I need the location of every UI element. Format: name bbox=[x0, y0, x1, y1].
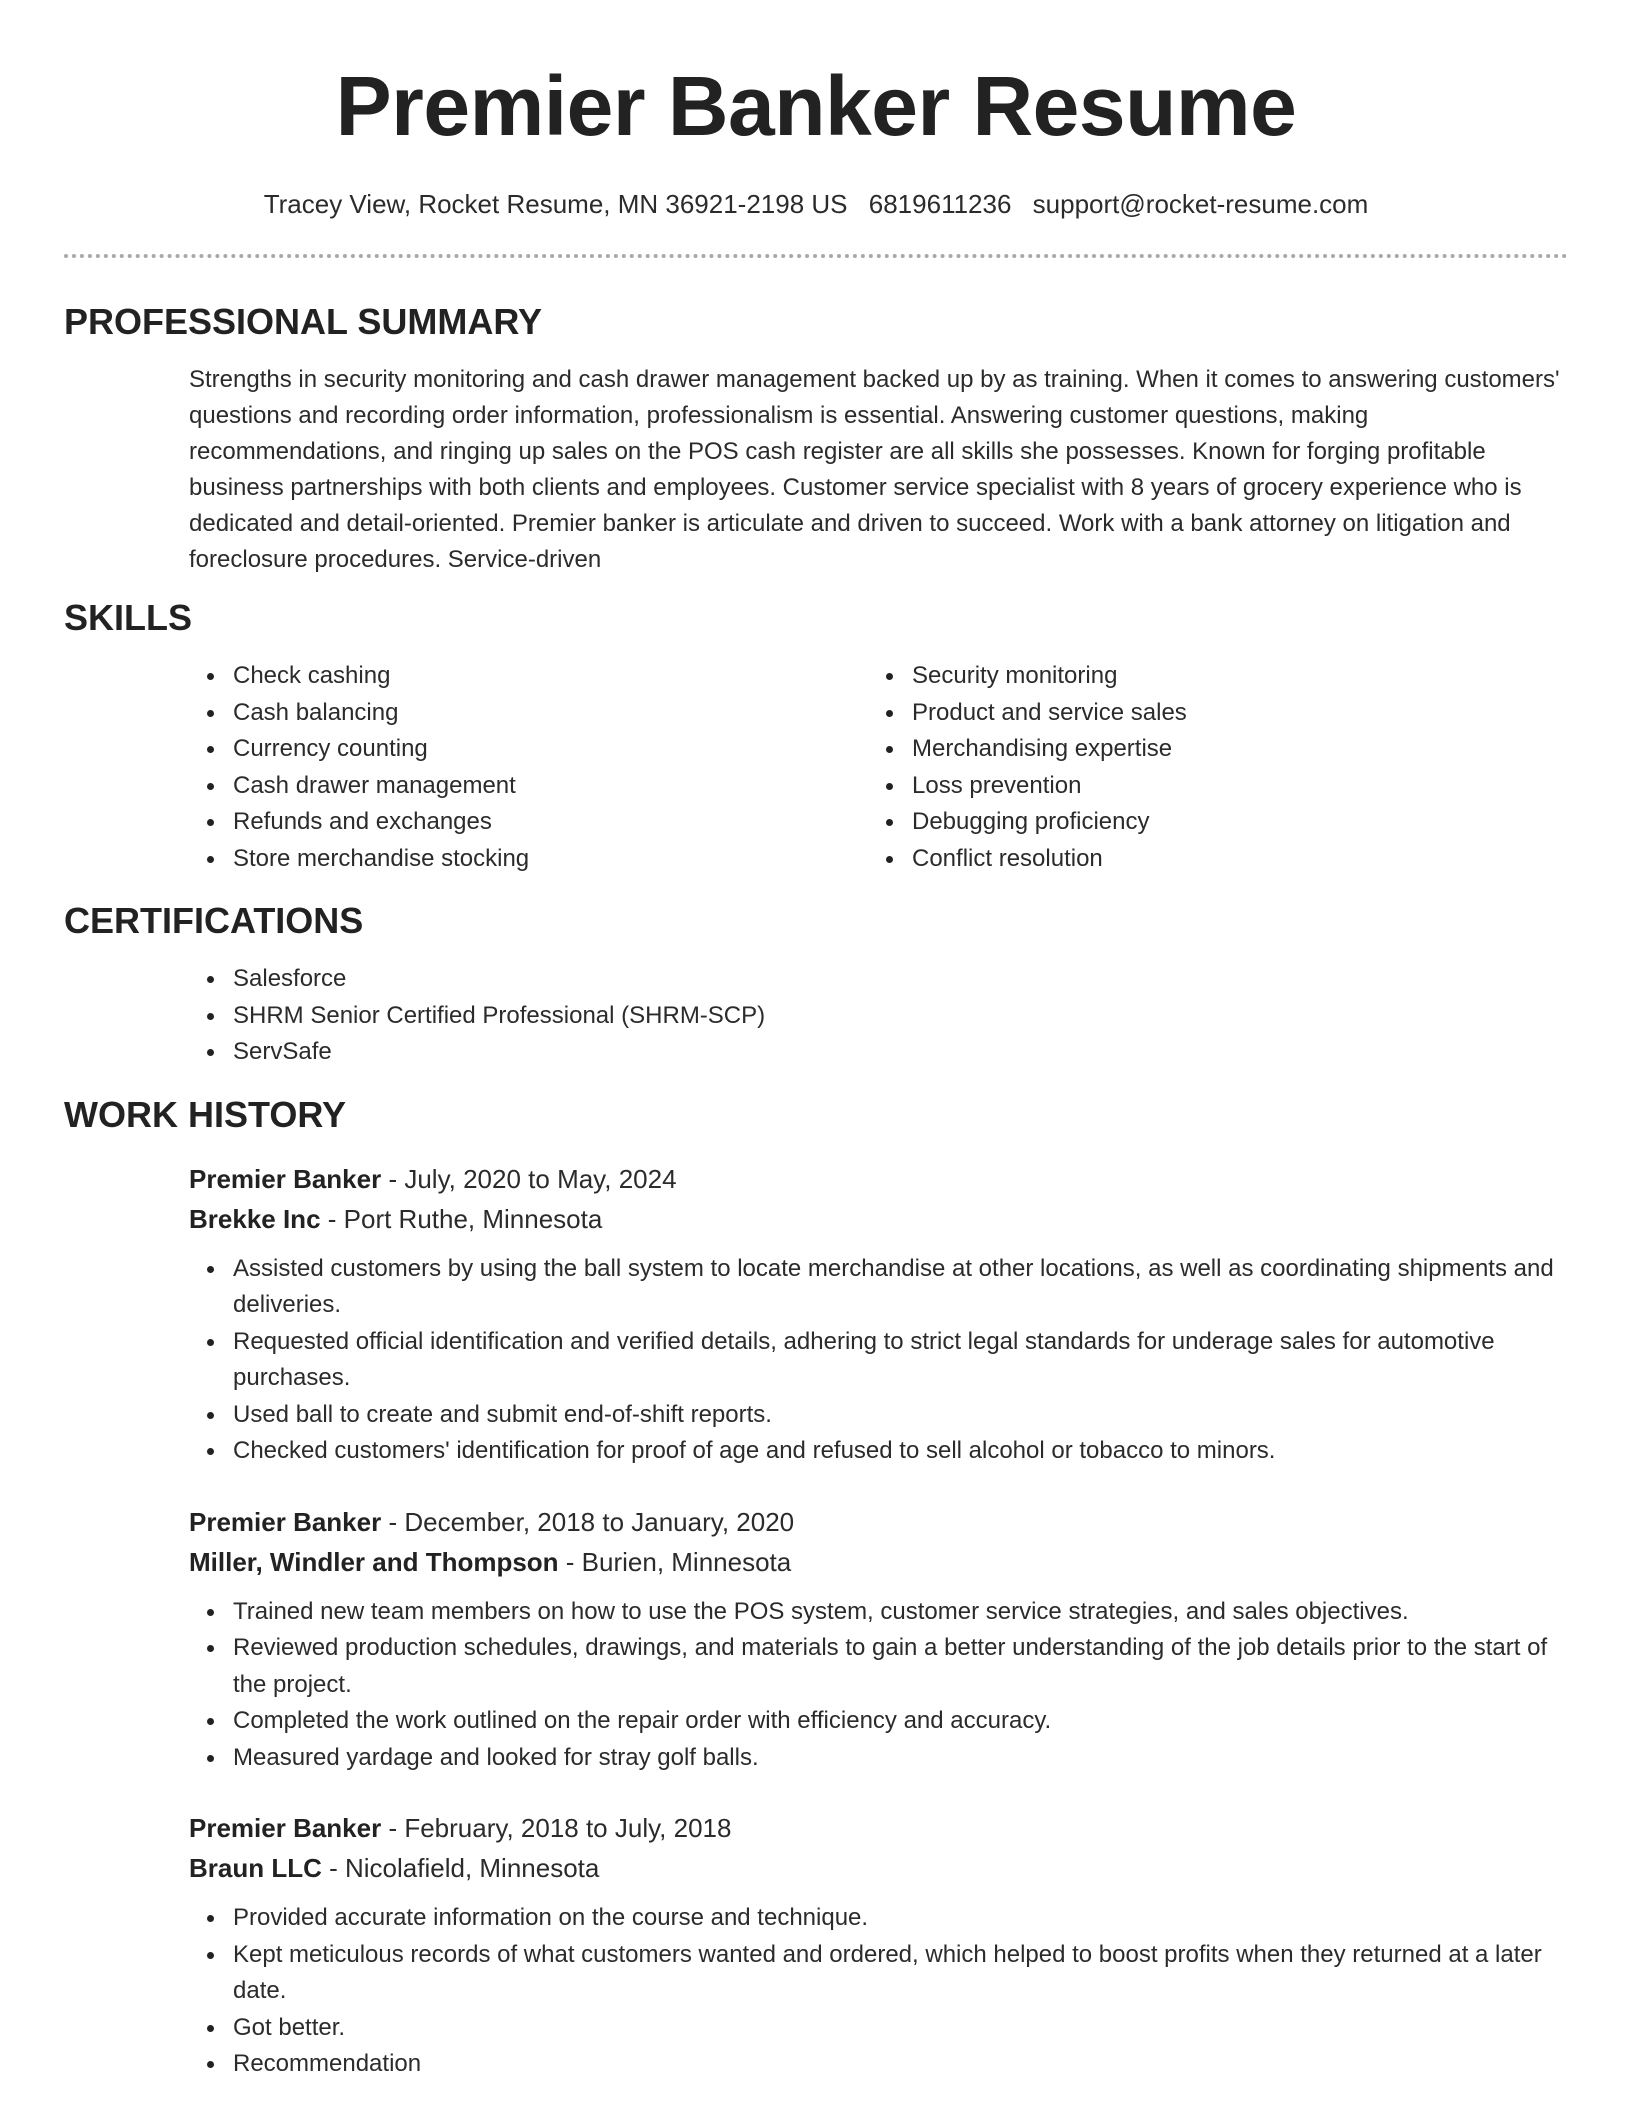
job-title: Premier Banker bbox=[189, 1813, 382, 1843]
work-history-heading: WORK HISTORY bbox=[64, 1093, 347, 1135]
job-company: Braun LLC bbox=[189, 1853, 322, 1883]
summary-heading: PROFESSIONAL SUMMARY bbox=[64, 301, 543, 342]
skill-item: Refunds and exchanges bbox=[233, 804, 743, 841]
certification-item: ServSafe bbox=[233, 1034, 1568, 1071]
job-duty: Used ball to create and submit end-of-shift reports. bbox=[233, 1397, 1568, 1434]
certifications-list bbox=[64, 961, 1568, 1071]
skills-section bbox=[64, 578, 1568, 877]
resume-header bbox=[0, 0, 1632, 224]
job-dates: - July, 2020 to May, 2024 bbox=[381, 1163, 677, 1194]
job-title: Premier Banker bbox=[189, 1163, 382, 1194]
job-duty: Recommendation bbox=[233, 2046, 1568, 2083]
job-duty: Checked customers' identification for proof of age and refused to sell alcohol or tobacco to minors. bbox=[233, 1433, 1568, 1470]
job-dates: - February, 2018 to July, 2018 bbox=[381, 1813, 732, 1843]
job-entry bbox=[189, 1159, 1568, 1470]
skill-item: Cash balancing bbox=[233, 695, 743, 732]
skill-item: Store merchandise stocking bbox=[233, 841, 743, 878]
skills-grid bbox=[64, 658, 1568, 877]
contact-address: Tracey View, Rocket Resume, MN 36921-2198 US bbox=[263, 189, 848, 219]
contact-email: support@rocket-resume.com bbox=[1032, 189, 1369, 219]
contact-line bbox=[0, 184, 1632, 224]
job-title-line bbox=[189, 1502, 1568, 1542]
job-entry bbox=[189, 1808, 1568, 2083]
summary-text: Strengths in security monitoring and cash drawer management backed up by as training. When it comes to answering customers' questions and recording order information, professionalism is essential. Answering customer questions, making recommendations, and ringing up sales on the POS cash register are all skills she possesses. Known for forging profitable business partnerships with both clients and employees. Customer service specialist with 8 years of grocery experience who is dedicated and detail-oriented. Premier banker is articulate and driven to succeed. Work with a bank attorney on litigation and foreclosure procedures. Service-driven bbox=[189, 366, 1560, 573]
job-company-line bbox=[189, 1199, 1568, 1239]
job-company-line bbox=[189, 1542, 1568, 1582]
skill-item: Cash drawer management bbox=[233, 768, 743, 805]
job-title-line bbox=[189, 1808, 1568, 1848]
certifications-heading: CERTIFICATIONS bbox=[64, 900, 364, 941]
job-duty: Got better. bbox=[233, 2010, 1568, 2047]
page-title: Premier Banker Resume bbox=[335, 59, 1297, 153]
skill-item: Merchandising expertise bbox=[912, 731, 1422, 768]
job-duty: Measured yardage and looked for stray golf balls. bbox=[233, 1740, 1568, 1777]
job-duty: Trained new team members on how to use the POS system, customer service strategies, and sales objectives. bbox=[233, 1594, 1568, 1631]
certifications-section bbox=[64, 877, 1568, 1071]
skills-heading: SKILLS bbox=[64, 597, 193, 638]
skill-item: Conflict resolution bbox=[912, 841, 1422, 878]
job-location: - Nicolafield, Minnesota bbox=[321, 1853, 600, 1883]
job-duties-list bbox=[189, 1900, 1568, 2083]
job-title: Premier Banker bbox=[189, 1506, 382, 1537]
skill-item: Loss prevention bbox=[912, 768, 1422, 805]
job-duty: Requested official identification and verified details, adhering to strict legal standards for underage sales for automotive purchases. bbox=[233, 1324, 1568, 1397]
job-duty: Completed the work outlined on the repair order with efficiency and accuracy. bbox=[233, 1703, 1568, 1740]
certification-item: SHRM Senior Certified Professional (SHRM-SCP) bbox=[233, 998, 1568, 1035]
skill-item: Currency counting bbox=[233, 731, 743, 768]
job-duty: Provided accurate information on the course and technique. bbox=[233, 1900, 1568, 1937]
skills-list-right bbox=[743, 658, 1422, 877]
skill-item: Check cashing bbox=[233, 658, 743, 695]
job-company: Miller, Windler and Thompson bbox=[189, 1546, 559, 1577]
job-duty: Assisted customers by using the ball system to locate merchandise at other locations, as well as coordinating shipments and deliveries. bbox=[233, 1251, 1568, 1324]
skills-list-left bbox=[64, 658, 743, 877]
job-entry bbox=[189, 1502, 1568, 1777]
skill-item: Debugging proficiency bbox=[912, 804, 1422, 841]
contact-phone: 6819611236 bbox=[868, 189, 1012, 219]
job-duty: Kept meticulous records of what customers wanted and ordered, which helped to boost profits when they returned at a later date. bbox=[233, 1937, 1568, 2010]
job-company-line bbox=[189, 1848, 1568, 1888]
skill-item: Product and service sales bbox=[912, 695, 1422, 732]
summary-section bbox=[64, 258, 1568, 578]
job-title-line bbox=[189, 1159, 1568, 1199]
job-dates: - December, 2018 to January, 2020 bbox=[381, 1506, 795, 1537]
job-location: - Burien, Minnesota bbox=[558, 1546, 792, 1577]
job-duty: Reviewed production schedules, drawings, and materials to gain a better understanding of the job details prior to the start of the project. bbox=[233, 1630, 1568, 1703]
job-location: - Port Ruthe, Minnesota bbox=[320, 1203, 603, 1234]
work-history-section bbox=[64, 1071, 1568, 2083]
job-duties-list bbox=[189, 1594, 1568, 1777]
certification-item: Salesforce bbox=[233, 961, 1568, 998]
job-company: Brekke Inc bbox=[189, 1203, 321, 1234]
job-duties-list bbox=[189, 1251, 1568, 1470]
skill-item: Security monitoring bbox=[912, 658, 1422, 695]
